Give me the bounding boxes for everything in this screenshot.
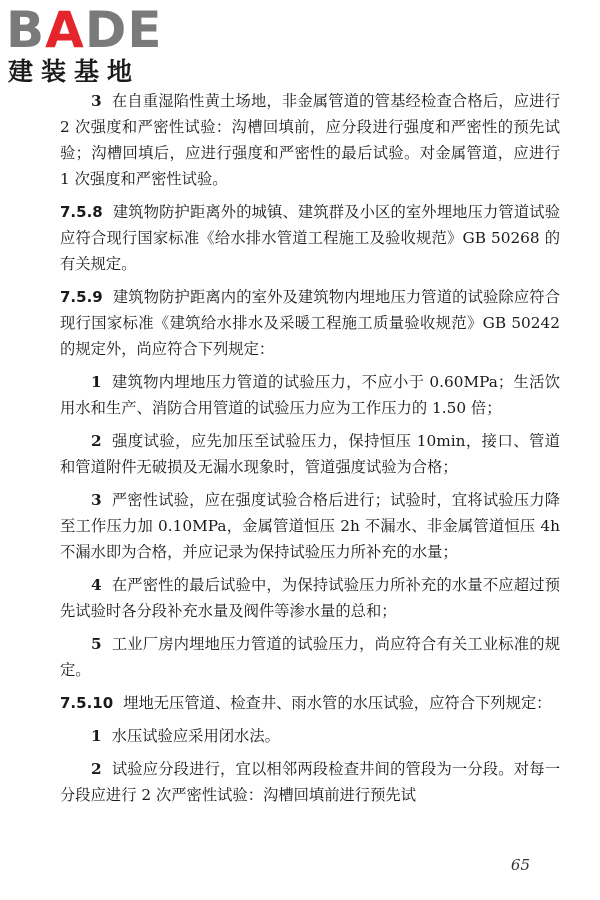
section-number: 7.5.10 bbox=[60, 694, 114, 712]
clause-7-5-8 bbox=[60, 199, 560, 277]
clause-number: 1 bbox=[91, 373, 102, 391]
clause-7-5-9-item-1 bbox=[60, 369, 560, 421]
logo-subtitle: 建装基地 bbox=[8, 57, 141, 86]
clause-number: 3 bbox=[91, 491, 102, 509]
clause-7-5-10-item-2 bbox=[60, 756, 560, 808]
clause-text: 埋地无压管道、检查井、雨水管的水压试验，应符合下列规定： bbox=[123, 694, 552, 712]
section-number: 7.5.9 bbox=[60, 288, 103, 306]
logo-wordmark bbox=[6, 1, 163, 59]
page-number: 65 bbox=[510, 856, 530, 874]
logo-letters-b: B bbox=[6, 1, 46, 59]
clause-text: 工业厂房内埋地压力管道的试验压力，尚应符合有关工业标准的规定。 bbox=[60, 635, 560, 679]
clause-number: 1 bbox=[91, 727, 102, 745]
clause-number: 2 bbox=[91, 760, 102, 778]
bade-logo bbox=[6, 1, 176, 88]
clause-text: 水压试验应采用闭水法。 bbox=[111, 727, 280, 745]
clause-number: 3 bbox=[91, 92, 102, 110]
clause-7-5-9-item-5 bbox=[60, 631, 560, 683]
clause-text: 严密性试验，应在强度试验合格后进行；试验时，宜将试验压力降至工作压力加 0.10MPa，金属管道恒压 2h 不漏水、非金属管道恒压 4h 不漏水即为合格，并应记录为保持试验压力所补充的水量； bbox=[60, 491, 560, 561]
clause-text: 试验应分段进行，宜以相邻两段检查井间的管段为一分段。对每一分段应进行 2 次严密性试验：沟槽回填前进行预先试 bbox=[60, 760, 560, 804]
clause-number: 4 bbox=[91, 576, 102, 594]
clause-text: 建筑物防护距离内的室外及建筑物内埋地压力管道的试验除应符合现行国家标准《建筑给水排水及采暖工程施工质量验收规范》GB 50242 的规定外，尚应符合下列规定： bbox=[60, 288, 560, 358]
clause-7-5-9-item-4 bbox=[60, 572, 560, 624]
clause-text: 建筑物内埋地压力管道的试验压力，不应小于 0.60MPa；生活饮用水和生产、消防合用管道的试验压力应为工作压力的 1.50 倍； bbox=[60, 373, 560, 417]
clause-7-5-9 bbox=[60, 284, 560, 362]
clause-text: 强度试验，应先加压至试验压力，保持恒压 10min，接口、管道和管道附件无破损及无漏水现象时，管道强度试验为合格； bbox=[60, 432, 560, 476]
clause-text: 建筑物防护距离外的城镇、建筑群及小区的室外埋地压力管道试验应符合现行国家标准《给水排水管道工程施工及验收规范》GB 50268 的有关规定。 bbox=[60, 203, 560, 273]
section-number: 7.5.8 bbox=[60, 203, 103, 221]
document-body bbox=[60, 88, 560, 815]
clause-7-5-9-item-3 bbox=[60, 487, 560, 565]
logo-letters-de: DE bbox=[84, 1, 163, 59]
clause-text: 在严密性的最后试验中，为保持试验压力所补充的水量不应超过预先试验时各分段补充水量及阀件等渗水量的总和； bbox=[60, 576, 560, 620]
clause-7-5-10 bbox=[60, 690, 560, 716]
logo-letter-a-accent: A bbox=[45, 1, 85, 59]
clause-7-5-7-item-3 bbox=[60, 88, 560, 192]
clause-7-5-9-item-2 bbox=[60, 428, 560, 480]
clause-number: 5 bbox=[91, 635, 102, 653]
clause-text: 在自重湿陷性黄土场地，非金属管道的管基经检查合格后，应进行 2 次强度和严密性试验：沟槽回填前，应分段进行强度和严密性的预先试验；沟槽回填后，应进行强度和严密性的最后试验。对金属管道，应进行 1 次强度和严密性试验。 bbox=[60, 92, 560, 188]
clause-number: 2 bbox=[91, 432, 102, 450]
clause-7-5-10-item-1 bbox=[60, 723, 560, 749]
